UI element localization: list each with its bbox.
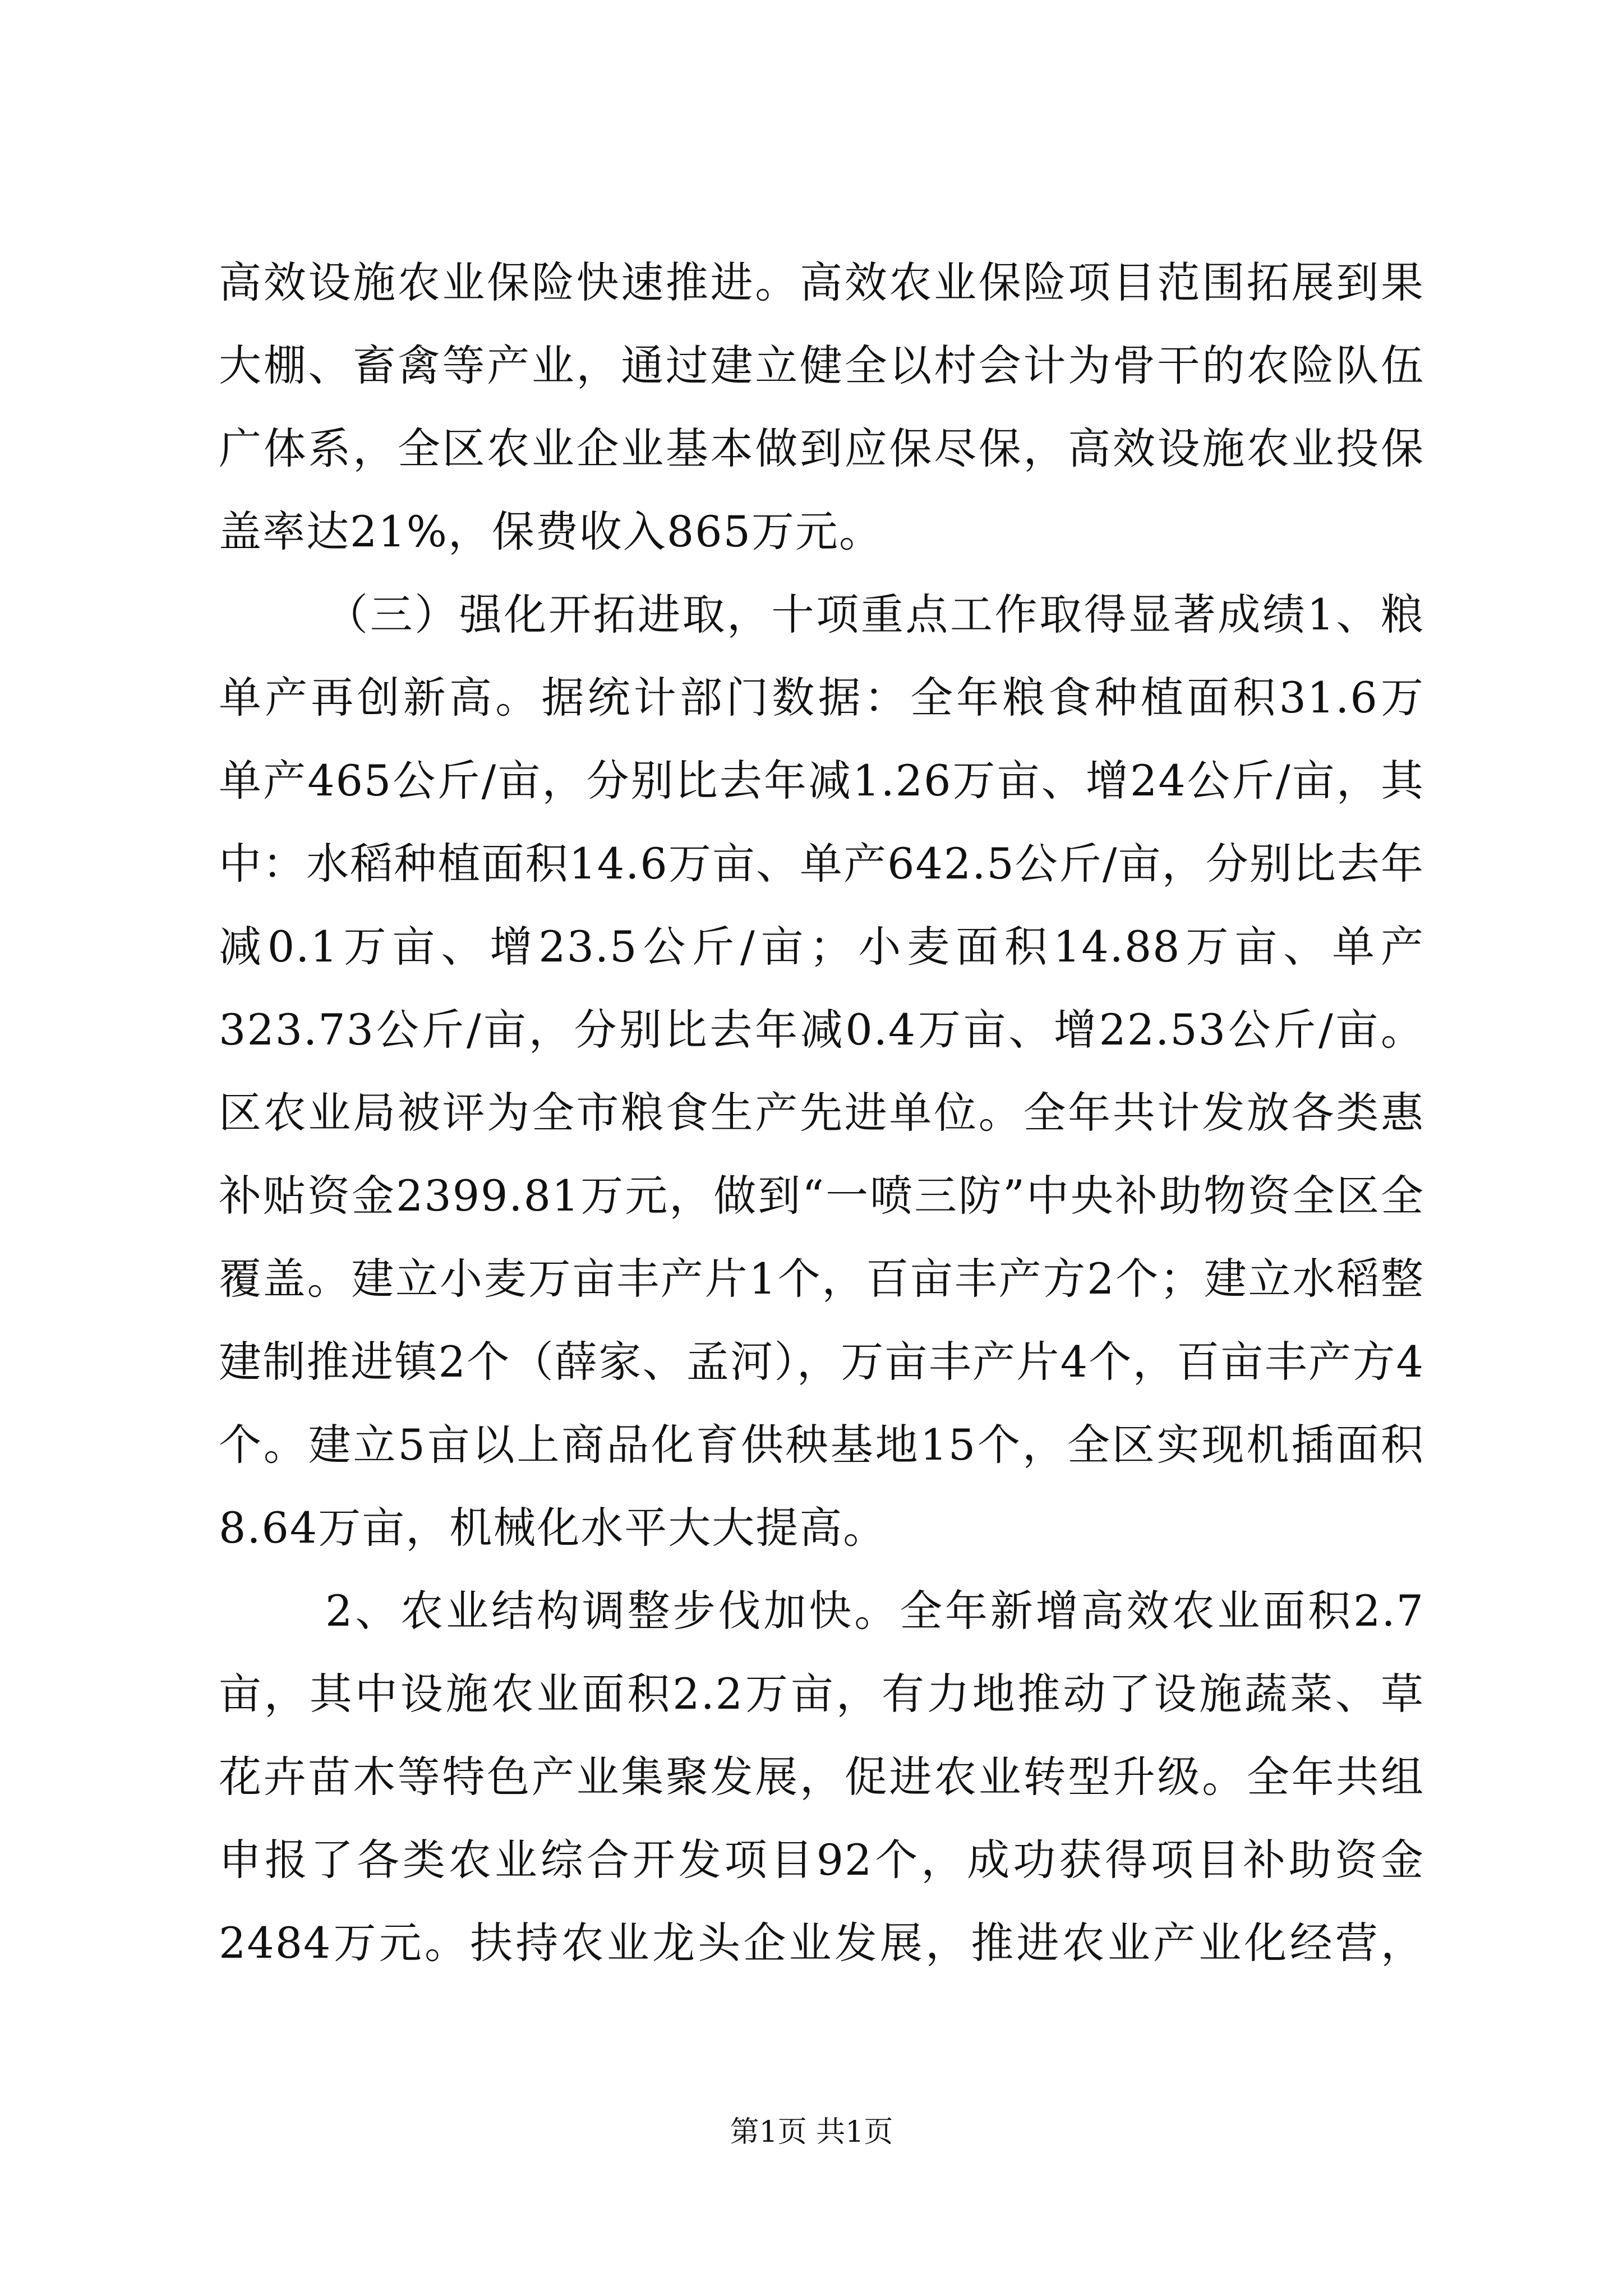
text-line-2: 大棚、畜禽等产业，通过建立健全以村会计为骨干的农险队伍 bbox=[219, 341, 1424, 390]
text-line-9: 减0.1万亩、增23.5公斤/亩；小麦面积14.88万亩、单产 bbox=[219, 922, 1424, 972]
page-footer: 第1页 共1页 bbox=[730, 2115, 893, 2149]
text-line-7: 单产465公斤/亩，分别比去年减1.26万亩、增24公斤/亩，其 bbox=[219, 756, 1424, 806]
text-line-13: 覆盖。建立小麦万亩丰产片1个，百亩丰产方2个；建立水稻整 bbox=[219, 1254, 1424, 1304]
text-line-14: 建制推进镇2个（薛家、孟河），万亩丰产片4个，百亩丰产方4 bbox=[219, 1337, 1424, 1387]
text-line-16: 8.64万亩，机械化水平大大提高。 bbox=[219, 1503, 887, 1553]
text-line-11: 区农业局被评为全市粮食生产先进单位。全年共计发放各类惠 bbox=[219, 1088, 1424, 1138]
text-line-8: 中：水稻种植面积14.6万亩、单产642.5公斤/亩，分别比去年 bbox=[219, 839, 1424, 889]
text-line-18: 亩，其中设施农业面积2.2万亩，有力地推动了设施蔬菜、草 bbox=[219, 1669, 1424, 1719]
text-line-3: 广体系，全区农业企业基本做到应保尽保，高效设施农业投保 bbox=[219, 424, 1424, 473]
text-line-1: 高效设施农业保险快速推进。高效农业保险项目范围拓展到果 bbox=[219, 257, 1424, 307]
text-line-5: （三）强化开拓进取，十项重点工作取得显著成绩1、粮 bbox=[325, 590, 1424, 639]
text-line-17: 2、农业结构调整步伐加快。全年新增高效农业面积2.7 bbox=[325, 1586, 1424, 1636]
text-line-6: 单产再创新高。据统计部门数据：全年粮食种植面积31.6万 bbox=[219, 673, 1424, 723]
text-line-12: 补贴资金2399.81万元，做到“一喷三防”中央补助物资全区全 bbox=[219, 1171, 1424, 1221]
text-line-10: 323.73公斤/亩，分别比去年减0.4万亩、增22.53公斤/亩。 bbox=[219, 1005, 1424, 1055]
text-line-21: 2484万元。扶持农业龙头企业发展，推进农业产业化经营， bbox=[219, 1918, 1424, 1968]
text-line-20: 申报了各类农业综合开发项目92个，成功获得项目补助资金 bbox=[219, 1835, 1424, 1885]
document-body bbox=[219, 241, 1424, 1985]
text-line-19: 花卉苗木等特色产业集聚发展，促进农业转型升级。全年共组 bbox=[219, 1752, 1424, 1802]
text-line-15: 个。建立5亩以上商品化育供秧基地15个，全区实现机插面积 bbox=[219, 1420, 1424, 1470]
text-line-4: 盖率达21%，保费收入865万元。 bbox=[219, 507, 883, 556]
